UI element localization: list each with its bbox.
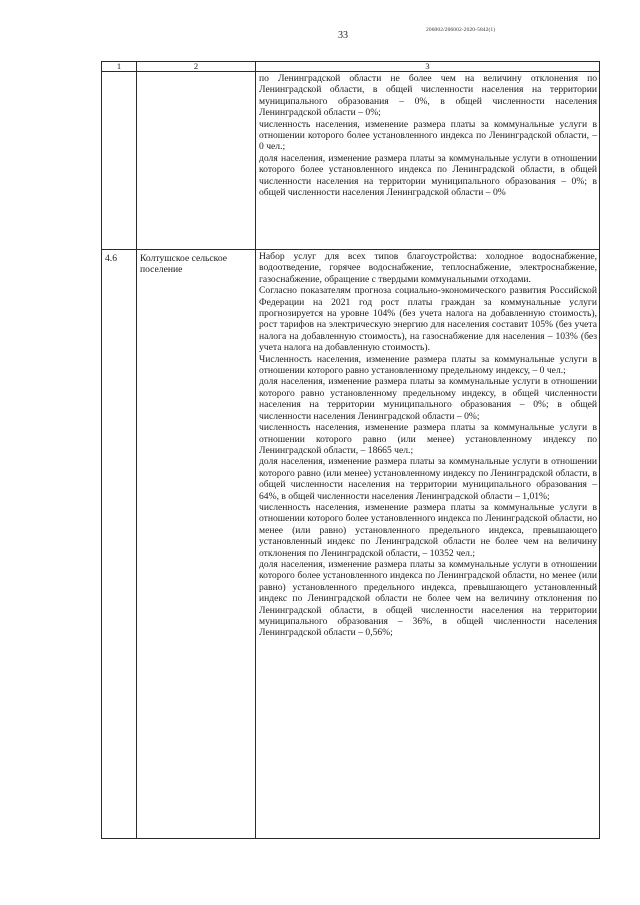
paragraph: Набор услуг для всех типов благоустройства: холодное водоснабжение, водоотведение, горячее водоснабжение, теплоснабжение, электроснабжение, газоснабжение, обращение с твердыми коммунальными отходами. [259, 251, 597, 285]
paragraph: доля населения, изменение размера платы за коммунальные услуги в отношении которого равно (или менее) установленному индексу по Ленинградской области, в общей численности населения на территории муниципального образования – 64%, в общей численности населения Ленинградской области – 1,01%; [259, 456, 597, 502]
description-cell [256, 72, 600, 250]
paragraph: доля населения, изменение размера платы за коммунальные услуги в отношении которого равно установленному предельному индексу, в общей численности населения на территории муниципального образования – 0%; в общей численности населения Ленинградской области – 0%; [259, 376, 597, 422]
row-number-cell: 4.6 [102, 250, 137, 839]
table-header-row [102, 62, 600, 72]
paragraph: численность населения, изменение размера платы за коммунальные услуги в отношении которого более установленного индекса по Ленинградской области, – 0 чел.; [259, 118, 597, 153]
paragraph: доля населения, изменение размера платы за коммунальные услуги в отношении которого более установленного индекса по Ленинградской области, в общей численности населения на территории муниципального образования – 0%; в общей численности населения Ленинградской области – 0% [259, 152, 597, 199]
row-number-cell [102, 72, 137, 250]
municipality-name-cell [137, 72, 256, 250]
paragraph: Численность населения, изменение размера платы за коммунальные услуги в отношении которого равно установленному предельному индексу, – 0 чел.; [259, 353, 597, 377]
paragraph: по Ленинградской области не более чем на величину отклонения по Ленинградской области, в общей численности населения на территории муниципального образования – 0%, в общей численности населения Ленинградской области – 0%; [259, 73, 597, 119]
document-code: 206002/206002-2020-5842(1) [426, 27, 496, 33]
table-row [102, 72, 600, 250]
description-cell [256, 250, 600, 839]
content-table [101, 61, 600, 839]
page-number: 33 [338, 30, 348, 41]
column-number-3: 3 [256, 62, 600, 72]
column-number-2: 2 [137, 62, 256, 72]
paragraph: Согласно показателям прогноза социально-экономического развития Российской Федерации на 2021 год рост платы граждан за коммунальные услуги прогнозируется на уровне 104% (без учета налога на добавленную стоимость), рост тарифов на электрическую энергию для населения составит 105% (без учета налога на добавленную стоимость), на газоснабжение для населения – 103% (без учета налога на добавленную стоимость). [259, 285, 597, 354]
paragraph: численность населения, изменение размера платы за коммунальные услуги в отношении которого более установленного индекса по Ленинградской области, но менее (или равно) установленного предельного индекса, превышающего установленный индекс по Ленинградской области не более чем на величину отклонения по Ленинградской области, – 10352 чел.; [259, 501, 597, 559]
municipality-name-cell: Колтушское сельское поселение [137, 250, 256, 839]
paragraph: доля населения, изменение размера платы за коммунальные услуги в отношении которого более установленного индекса по Ленинградской области, но менее (или равно) установленного предельного индекса, превышающего установленный индекс по Ленинградской области не более чем на величину отклонения по Ленинградской области, в общей численности населения на территории муниципального образования – 36%, в общей численности населения Ленинградской области – 0,56%; [259, 558, 597, 639]
paragraph: численность населения, изменение размера платы за коммунальные услуги в отношении которого равно (или менее) установленному индексу по Ленинградской области, – 18665 чел.; [259, 422, 597, 456]
column-number-1: 1 [102, 62, 137, 72]
table-row [102, 250, 600, 839]
